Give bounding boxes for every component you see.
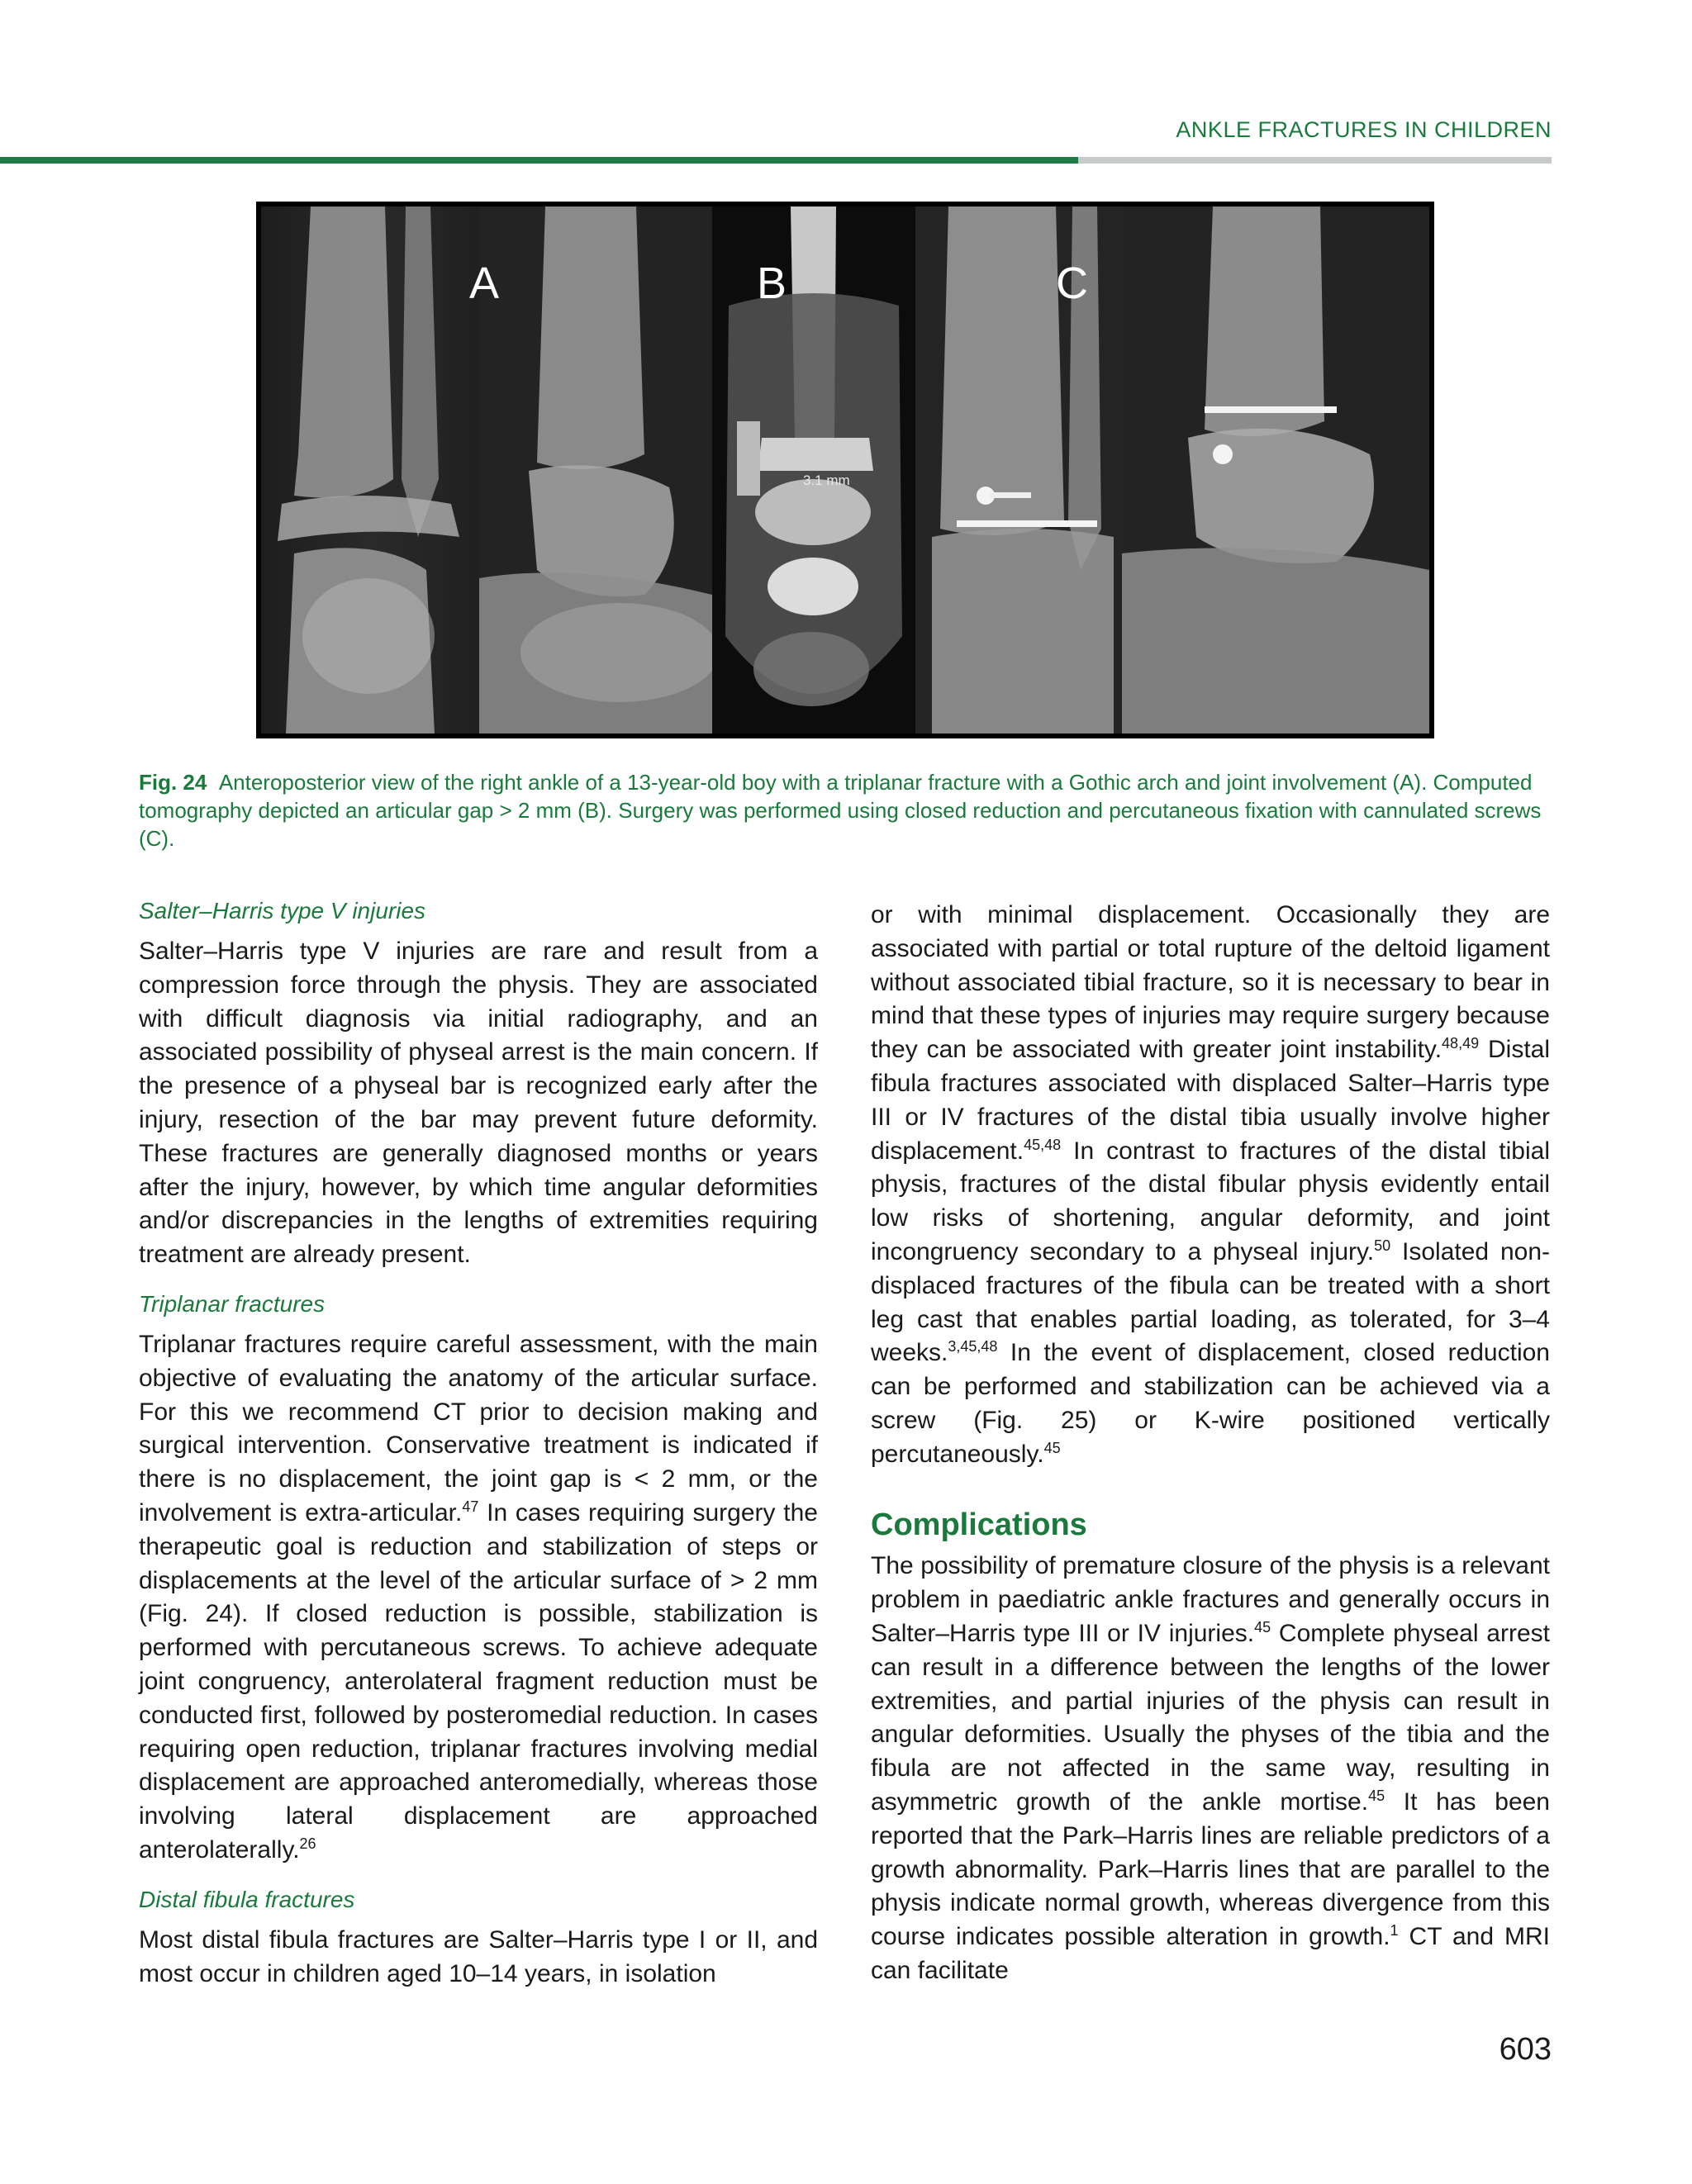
triplanar-text-1: Triplanar fractures require careful assessment, with the main objective of evaluating the anatomy of the articular surface. For this we recommend CT prior to decision making and surgical intervention. Conservative treatment is indicated if there is no displacement, the joint gap is < 2 mm, or the involvement is extra-articular. [139, 1330, 818, 1526]
xray-panel-a-ap [261, 207, 479, 734]
subheading-distal-fibula: Distal fibula fractures [139, 1886, 355, 1912]
citation-1: 1 [1390, 1922, 1399, 1939]
complications-text-4: CT and MRI can facilitate [871, 1923, 1550, 1984]
xray-panel-a-lateral [469, 207, 712, 734]
citation-48-49: 48,49 [1442, 1035, 1480, 1052]
subheading-salter-harris-v: Salter–Harris type V injuries [139, 898, 426, 923]
ct-b-image [712, 207, 915, 734]
caption-label: Fig. 24 [139, 770, 207, 795]
citation-45-48: 45,48 [1024, 1136, 1062, 1153]
fibula-text-a: or with minimal displacement. Occasionally they are associated with partial or total rupture of the deltoid ligament without associated tibial fracture, so it is necessary to bear in mind that these types of injuries may require surgery because they can be associated with greater joint instability. [871, 901, 1550, 1064]
paragraph-distal-fibula: Most distal fibula fractures are Salter–Harris type I or II, and most occur in children aged 10–14 years, in isolation [139, 1925, 818, 1987]
xray-panel-c-lateral [1056, 207, 1429, 734]
citation-50: 50 [1374, 1237, 1391, 1254]
panel-label-b: B [757, 259, 787, 308]
paragraph-salter-harris-v: Salter–Harris type V injuries are rare and result from a compression force through the physis. They are associated with difficult diagnosis via initial radiography, and an associated possibility of physeal arrest is the main concern. If the presence of a physeal bar is recognized early after the injury, resection of the bar may prevent future deformity. These fractures are generally diagnosed months or years after the injury, however, by which time angular deformities and/or discrepancies in the lengths of extremities requiring treatment are already present. [139, 938, 818, 1269]
complications-text-3: It has been reported that the Park–Harris lines are reliable predictors of a growth abnormality. Park–Harris lines that are parallel to the physis indicate normal growth, whereas divergence from this course indicates possible alteration in growth. [871, 1788, 1550, 1951]
fibula-text-e: In the event of displacement, closed reduction can be performed and stabilization can be achieved via a screw (Fig. 25) or K-wire positioned vertically percutaneously. [871, 1339, 1550, 1468]
page-number: 603 [1499, 2032, 1552, 2067]
xray-a-lateral-image [479, 207, 712, 734]
subheading-triplanar: Triplanar fractures [139, 1290, 326, 1317]
ct-measurement-label: 3.1 mm [803, 472, 850, 488]
xray-c-ap-image [915, 207, 1122, 734]
complications-text-1: The possibility of premature closure of the physis is a relevant problem in paediatric ankle fractures and generally occurs in Salter–Harris type III or IV injuries. [871, 1552, 1550, 1647]
paragraph-distal-fibula-continued [871, 899, 1550, 1472]
caption-text: Anteroposterior view of the right ankle of a 13-year-old boy with a triplanar fracture with a Gothic arch and joint involvement (A). Computed tomography depicted an articular gap > 2 mm (B). Surgery was performed using closed reduction and percutaneous fixation with cannulated screws (C). [139, 770, 1542, 851]
citation-45-b: 45 [1368, 1787, 1385, 1804]
paragraph-triplanar [139, 1328, 818, 1868]
panel-label-c: C [1056, 259, 1088, 308]
left-column [139, 897, 818, 1991]
citation-47: 47 [462, 1498, 479, 1515]
header-rule-green [0, 157, 1078, 164]
xray-a-ap-image [261, 207, 479, 734]
figure-caption [139, 768, 1552, 852]
triplanar-text-2: In cases requiring surgery the therapeutic goal is reduction and stabilization of steps or displacements at the level of the articular surface of > 2 mm (Fig. 24). If closed reduction is possible, stabilization is performed with percutaneous screws. To achieve adequate joint congruency, anterolateral fragment reduction must be conducted first, followed by posteromedial reduction. In cases requiring open reduction, triplanar fractures involving medial displacement are approached anteromedially, whereas those involving lateral displacement are approached anterolaterally. [139, 1498, 818, 1864]
citation-45: 45 [1043, 1439, 1061, 1456]
citation-45-a: 45 [1254, 1618, 1271, 1636]
running-title: ANKLE FRACTURES IN CHILDREN [1176, 117, 1552, 142]
citation-3-45-48: 3,45,48 [948, 1338, 998, 1356]
section-heading-complications: Complications [871, 1507, 1087, 1542]
paragraph-complications [871, 1550, 1550, 1987]
fibula-text-d: Isolated non-displaced fractures of the fibula can be treated with a short leg cast that enables partial loading, as tolerated, for 3–4 weeks. [871, 1237, 1550, 1367]
header-rule-grey [1078, 157, 1552, 164]
xray-c-lateral-image [1122, 207, 1429, 734]
complications-text-2: Complete physeal arrest can result in a difference between the lengths of the lower extremities, and partial injuries of the physis can result in angular deformities. Usually the physes of the tibia and the fibula are not affected in the same way, resulting in asymmetric growth of the ankle mortise. [871, 1619, 1550, 1816]
citation-26: 26 [299, 1835, 316, 1852]
xray-panel-c-ap [915, 207, 1122, 734]
fibula-text-b: Distal fibula fractures associated with displaced Salter–Harris type III or IV fractures of the distal tibia usually involve higher displacement. [871, 1036, 1550, 1165]
fibula-text-c: In contrast to fractures of the distal tibial physis, fractures of the distal fibular physis evidently entail low risks of shortening, angular deformity, and joint incongruency secondary to a physeal injury. [871, 1137, 1550, 1265]
right-column [871, 899, 1550, 1988]
figure-24 [256, 202, 1434, 738]
ct-panel-b [712, 207, 915, 734]
panel-label-a: A [469, 259, 500, 308]
